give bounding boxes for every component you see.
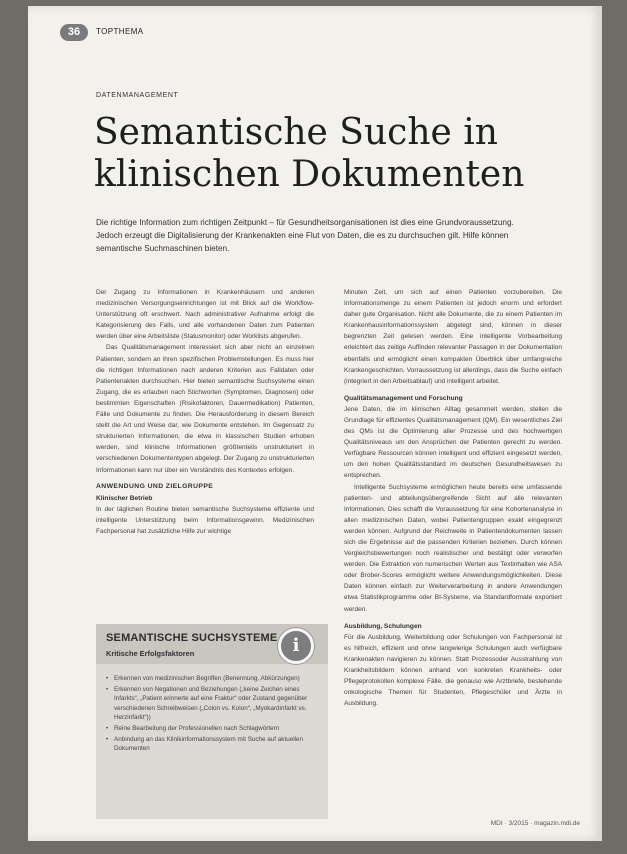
info-box-header (96, 624, 328, 664)
body-paragraph: Intelligente Suchsysteme ermöglichen heute bereits eine umfassende patienten- und abteilungsübergreifende Sicht auf alle relevanten Informationen. Dies schafft die Voraussetzung für eine Kohortenanalyse in allen medizinischen Daten, wobei Patientengruppen exakt eingegrenzt werden können. Aufgrund der Reichweite in Patientendokumenten lassen sich die Ergebnisse auf die passenden Kriterien beziehen. Durch können Vergleichsbewertungen noch realistischer und bestätigt oder verworfen werden. Die Extraktion von numerischen Werten aus Textinhalten wie ASA oder Brober-Scores ermöglicht weitere Anwendungsmöglichkeiten. Diese Daten können einfach zur Weiterverarbeitung in andere Anwendungen etwa Statistikprogramme oder BI-Systeme, via Standardformate exportiert werden. (344, 483, 562, 613)
article-lead: Die richtige Information zum richtigen Zeitpunkt – für Gesundheitsorganisationen ist dies eine Grundvoraussetzung. Jedoch erzeugt die Digitalisierung der Krankenakten eine Flut von Daten, die es zu durchsuchen gilt. Hilfe können semantische Suchmaschinen bieten. (96, 218, 514, 253)
body-paragraph: Das Qualitätsmanagement interessiert sich aber nicht an einzelnen Patienten, sondern an ihren spezifischen Problemstellungen. Es muss hier die richtigen Informationen nach anderen Kriterien aus Falldaten oder Patientenakten durchsuchen. Hier bieten semantische Suchsysteme einen Zugang, die es erlauben nach Stichworten (Symptomen, Diagnosen) oder bestimmten Eigenschaften (Risikofaktoren, Dauermedikation) Patienten, Fälle und Dokumente zu finden. Die Herausforderung in diesem Bereich stellt die Art und Weise dar, wie Dokumente entstehen. Im Gegensatz zu strukturierten Informationen, die etwa in klassischen Studien erhoben werden, sind klinische Informationen größtenteils unstrukturiert in verschiedenen Dokumententypen abgelegt. Der Zugang zu unstrukturierten Informationen kann nur über ein Verständnis des Kontextes erfolgen. (96, 344, 314, 474)
body-paragraph: Jene Daten, die im klinischen Alltag gesammelt werden, stellen die Grundlage für effizientes Qualitätsmanagement (QM). Ein wesentliches Ziel des QMs ist die Optimierung aller Prozesse und des hochwertigen Qualitätsniveaus um den Ansprüchen der Patienten gerecht zu werden. Verfügbare Ressourcen können intelligent und effizient eingesetzt werden, um den hohen Qualitätsstandard im deutschen Gesundheitswesen zu entsprechen. (344, 405, 562, 480)
page-number: 36 (60, 24, 88, 41)
info-box (96, 624, 328, 819)
article-kicker: DATENMANAGEMENT (96, 92, 179, 99)
subheading: Klinischer Betrieb (96, 494, 153, 502)
subheading: Ausbildung, Schulungen (344, 622, 422, 630)
right-column (344, 287, 562, 709)
info-box-list (96, 664, 328, 754)
body-paragraph: Der Zugang zu Informationen in Krankenhäusern und anderen medizinischen Versorgungseinrichtungen ist mit Blick auf die Workflow-Unterstützung oft erschwert. Nach administrativer Aufnahme erfolgt die Kategorisierung des Falls, und alle vorhandenen Daten zum Patienten werden über eine Arbeitsliste (Statusmonitor) oder Worklists abgerufen. (96, 289, 314, 341)
list-item: • Anbindung an das Klinikinformationssystem mit Suche auf aktuellen Dokumenten (106, 735, 318, 754)
section-rubric: TOPTHEMA (96, 27, 144, 36)
section-heading: ANWENDUNG UND ZIELGRUPPE (96, 482, 214, 490)
list-item: • Erkennen von medizinischen Begriffen (Benennung, Abkürzungen) (106, 674, 318, 684)
magazine-page (28, 6, 602, 841)
article-title: Semantische Suche in klinischen Dokumenten (94, 112, 525, 195)
info-box-title: SEMANTISCHE SUCHSYSTEME (106, 632, 278, 644)
body-paragraph: Minuten Zeit, um sich auf einen Patienten vorzubereiten. Die Informationsmenge zu einem Patienten ist jedoch enorm und erfordert daher gute Organisation. Nicht alle Dokumente, die zu einem Patienten im Krankenhausinformationssystem abgelegt sind, können in dieser begrenzten Zeit gelesen werden. Eine intelligente Vorbearbeitung erleichtert das zeitige Auffinden relevanter Passagen in der Dokumentation ebenfalls und ermöglicht einen kompakten Überblick über umfangreiche Krankengeschichten. Vorraussetzung ist allerdings, dass die Suche einfach (integriert in den Arbeitsablauf) und intelligent arbeitet. (344, 289, 562, 385)
left-column (96, 287, 314, 537)
subheading: Qualitätsmanagement und Forschung (344, 394, 463, 402)
info-icon: i (278, 628, 314, 664)
list-item: • Reine Bearbeitung der Professionellen nach Schlagwörtern (106, 724, 318, 734)
list-item: • Erkennen von Negationen und Beziehungen („keine Zeichen eines Infarkts“, „Patient erinnerte auf eine Fraktur“ oder Zustand gegenüber verschiedenen Schreibweisen („Colon vs. Kolon“, „Myokardinfarkt vs. Herzinfarkt“)) (106, 685, 318, 723)
info-box-subtitle: Kritische Erfolgsfaktoren (106, 649, 195, 658)
body-paragraph: Für die Ausbildung, Weiterbildung oder Schulungen von Fachpersonal ist es hilfreich, effizient und ohne langwierige Schulungen auch verfügbare Krankenakten navigieren zu können. Statt Prozessoder Ausstrahlung von Krankheitsbildern können anhand von konkreten Krankheits- oder Pflegeprotokollen komplexe Fälle, die genauso wie Arztbriefe, bestehende onkologische Themen für Studenten, Pflegeschüler und Ärzte in Ausbildung. (344, 633, 562, 708)
body-paragraph: In der täglichen Routine bieten semantische Suchsysteme effiziente und intelligente Unterstützung beim Informationsgewinn. Medizinischen Fachpersonal hat zusätzliche Hilfe zur wichtige (96, 505, 314, 535)
page-footer: MDI · 3/2015 · magazin.mdi.de (490, 820, 580, 827)
